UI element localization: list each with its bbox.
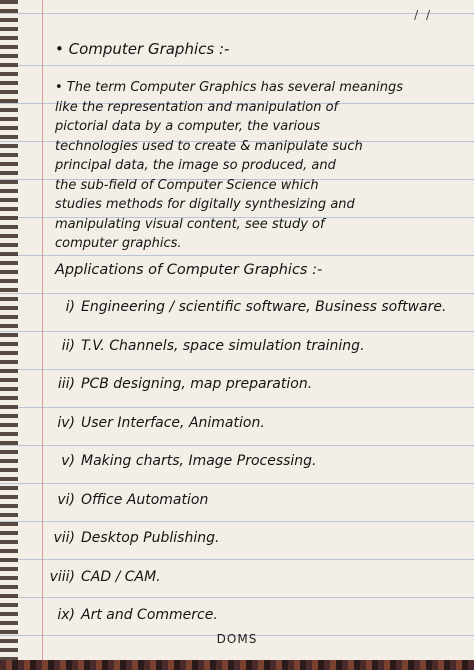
- list-item: [35, 481, 454, 520]
- paragraph-line: computer graphics.: [55, 236, 182, 251]
- date-mark: / /: [414, 8, 432, 22]
- definition-paragraph: [55, 78, 454, 254]
- paragraph-line: principal data, the image so produced, and: [55, 158, 336, 173]
- item-number: i): [65, 299, 75, 315]
- item-number: iii): [57, 376, 75, 392]
- item-number: v): [61, 453, 75, 469]
- item-label: CAD / CAM.: [81, 568, 161, 585]
- applications-list: [35, 288, 454, 635]
- list-item: [35, 365, 454, 404]
- list-item: [35, 327, 454, 366]
- list-item: [35, 442, 454, 481]
- paragraph-line: like the representation and manipulation of: [55, 99, 339, 115]
- item-label: Desktop Publishing.: [81, 530, 220, 546]
- list-item: [35, 558, 454, 597]
- item-number: iv): [57, 414, 75, 431]
- list-item: [35, 288, 454, 327]
- paragraph-line: • The term Computer Graphics has several meanings: [55, 80, 404, 95]
- paragraph-line: technologies used to create & manipulate such: [55, 138, 363, 154]
- paragraph-line: pictorial data by a computer, the various: [55, 119, 321, 134]
- list-item: [35, 404, 454, 443]
- list-item: [35, 519, 454, 558]
- item-label: User Interface, Animation.: [81, 414, 265, 431]
- item-number: vi): [57, 491, 75, 508]
- notebook-brand: DOMS: [216, 632, 258, 646]
- item-number: vii): [53, 530, 75, 546]
- item-number: ii): [61, 337, 75, 354]
- list-item: [35, 596, 454, 635]
- item-number: viii): [49, 568, 75, 585]
- item-label: Making charts, Image Processing.: [81, 453, 317, 469]
- paragraph-line: manipulating visual content, see study of: [55, 216, 325, 232]
- paragraph-line: studies methods for digitally synthesizing and: [55, 197, 355, 212]
- item-label: PCB designing, map preparation.: [81, 376, 313, 392]
- item-label: Art and Commerce.: [81, 607, 218, 623]
- item-label: Engineering / scientific software, Business software.: [81, 299, 447, 315]
- section-heading: • Computer Graphics :-: [55, 40, 230, 58]
- item-label: Office Automation: [81, 491, 209, 508]
- item-number: ix): [57, 607, 75, 623]
- applications-title: Applications of Computer Graphics :-: [55, 262, 323, 278]
- paragraph-line: the sub-field of Computer Science which: [55, 177, 319, 193]
- background-fabric: [0, 660, 474, 670]
- item-label: T.V. Channels, space simulation training.: [81, 337, 365, 354]
- spiral-binding: [0, 0, 18, 660]
